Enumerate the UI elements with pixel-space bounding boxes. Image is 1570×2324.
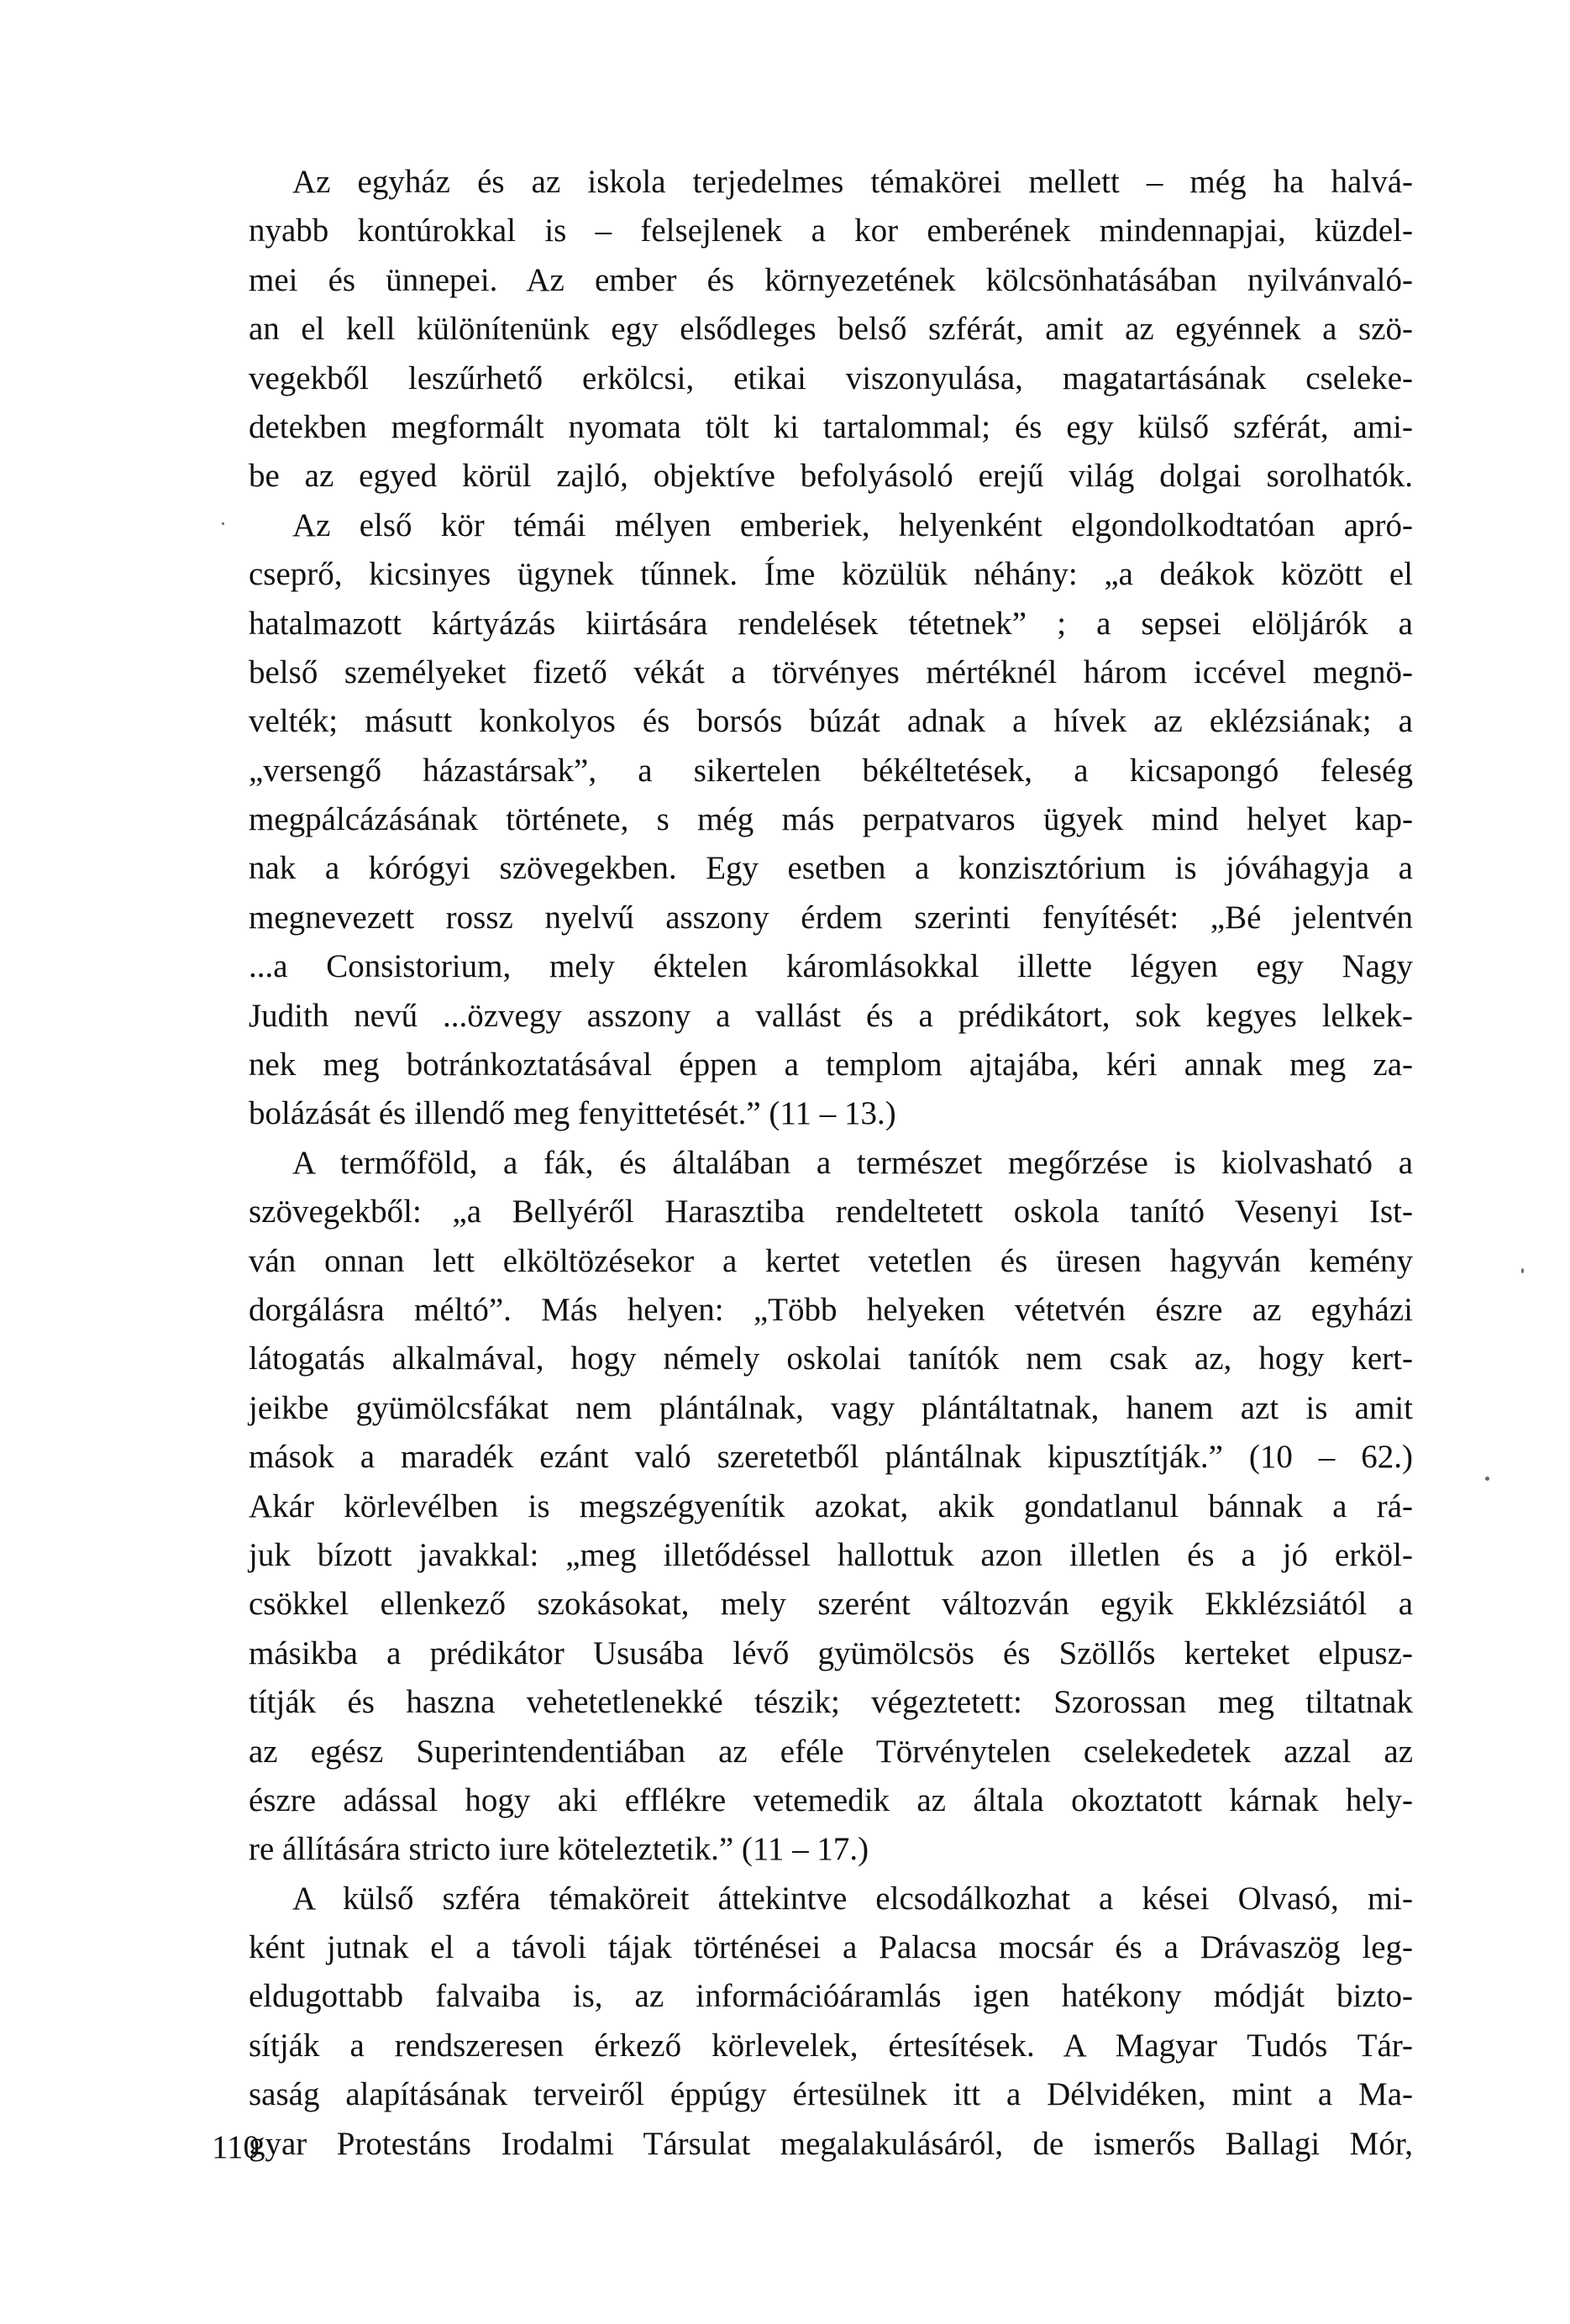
text-line: Judith nevű ...özvegy asszony a vallást és a prédikátort, sok kegyes lelkek- (249, 997, 1413, 1034)
text-line: látogatás alkalmával, hogy némely oskolai tanítók nem csak az, hogy kert- (249, 1340, 1413, 1377)
text-line: sítják a rendszeresen érkező körlevelek, értesítések. A Magyar Tudós Tár- (249, 2027, 1413, 2064)
text-line: an el kell különítenünk egy elsődleges belső szférát, amit az egyénnek a szö- (249, 311, 1413, 348)
text-line: észre adással hogy aki efflékre vetemedik az általa okoztatott kárnak hely- (249, 1781, 1413, 1818)
text-line: velték; másutt konkolyos és borsós búzát adnak a hívek az eklézsiának; a (249, 703, 1413, 740)
scan-speck (222, 522, 224, 525)
text-line: detekben megformált nyomata tölt ki tartalommal; és egy külső szférát, ami- (249, 408, 1413, 445)
text-line: mások a maradék ezánt való szeretetből plántálnak kipusztítják.” (10 – 62.) (249, 1439, 1413, 1476)
text-line: be az egyed körül zajló, objektíve befolyásoló erejű világ dolgai sorolhatók. (249, 458, 1413, 495)
text-line: eldugottabb falvaiba is, az információáramlás igen hatékony módját bizto- (249, 1978, 1413, 2015)
text-line: hatalmazott kártyázás kiirtására rendelések tétetnek” ; a sepsei elöljárók a (249, 605, 1413, 642)
text-line: nyabb kontúrokkal is – felsejlenek a kor emberének mindennapjai, küzdel- (249, 212, 1413, 249)
text-line: cseprő, kicsinyes ügynek tűnnek. Íme közülük néhány: „a deákok között el (249, 556, 1413, 593)
text-line: nak a kórógyi szövegekben. Egy esetben a konzisztórium is jóváhagyja a (249, 850, 1413, 887)
text-line: jeikbe gyümölcsfákat nem plántálnak, vagy plántáltatnak, hanem azt is amit (249, 1389, 1413, 1426)
text-line: Az egyház és az iskola terjedelmes témakörei mellett – még ha halvá- (292, 164, 1413, 200)
text-line: gyar Protestáns Irodalmi Társulat megalakulásáról, de ismerős Ballagi Mór, (249, 2125, 1413, 2162)
text-line: ként jutnak el a távoli tájak történései a Palacsa mocsár és a Drávaszög leg- (249, 1929, 1413, 1966)
text-line: belső személyeket fizető vékát a törvényes mértéknél három iccével megnö- (249, 653, 1413, 690)
body-text (249, 158, 1413, 2169)
text-line: títják és haszna vehetetlenekké tészik; végeztetett: Szorossan meg tiltatnak (249, 1684, 1413, 1721)
text-line: csökkel ellenkező szokásokat, mely szerént változván egyik Ekklézsiától a (249, 1586, 1413, 1623)
text-line: A külső szféra témaköreit áttekintve elcsodálkozhat a kései Olvasó, mi- (292, 1880, 1413, 1917)
text-line: megnevezett rossz nyelvű asszony érdem szerinti fenyítését: „Bé jelentvén (249, 899, 1413, 936)
text-line: ván onnan lett elköltözésekor a kertet vetetlen és üresen hagyván kemény (249, 1242, 1413, 1279)
text-line: bolázását és illendő meg fenyittetését.” (11 – 13.) (249, 1095, 896, 1132)
text-line: mei és ünnepei. Az ember és környezetének kölcsönhatásában nyilvánvaló- (249, 261, 1413, 298)
text-line: vegekből leszűrhető erkölcsi, etikai viszonyulása, magatartásának cseleke- (249, 359, 1413, 396)
text-line: az egész Superintendentiában az eféle Törvénytelen cselekedetek azzal az (249, 1733, 1413, 1770)
text-line: megpálcázásának története, s még más perpatvaros ügyek mind helyet kap- (249, 801, 1413, 838)
text-line: dorgálásra méltó”. Más helyen: „Több helyeken vétetvén észre az egyházi (249, 1291, 1413, 1328)
page-number: 110 (212, 2129, 260, 2165)
text-line: szövegekből: „a Bellyéről Harasztiba rendeltetett oskola tanító Vesenyi Ist- (249, 1193, 1413, 1230)
scan-speck (1521, 1268, 1524, 1273)
text-line: saság alapításának terveiről éppúgy értesülnek itt a Délvidéken, mint a Ma- (249, 2076, 1413, 2113)
text-line: ...a Consistorium, mely éktelen káromlásokkal illette légyen egy Nagy (249, 948, 1413, 985)
text-line: „versengő házastársak”, a sikertelen békéltetések, a kicsapongó feleség (249, 752, 1413, 789)
text-line: Akár körlevélben is megszégyenítik azokat, akik gondatlanul bánnak a rá- (249, 1487, 1413, 1524)
text-line: Az első kör témái mélyen emberiek, helyenként elgondolkodtatóan apró- (292, 506, 1413, 543)
text-line: nek meg botránkoztatásával éppen a templom ajtajába, kéri annak meg za- (249, 1047, 1413, 1083)
text-line: A termőföld, a fák, és általában a természet megőrzése is kiolvasható a (292, 1144, 1413, 1181)
text-line: re állítására stricto iure köteleztetik.” (11 – 17.) (249, 1831, 869, 1868)
scan-speck (1485, 1477, 1489, 1481)
text-line: juk bízott javakkal: „meg illetődéssel hallottuk azon illetlen és a jó erköl- (249, 1536, 1413, 1573)
text-line: másikba a prédikátor Ususába lévő gyümölcsös és Szöllős kerteket elpusz- (249, 1634, 1413, 1671)
